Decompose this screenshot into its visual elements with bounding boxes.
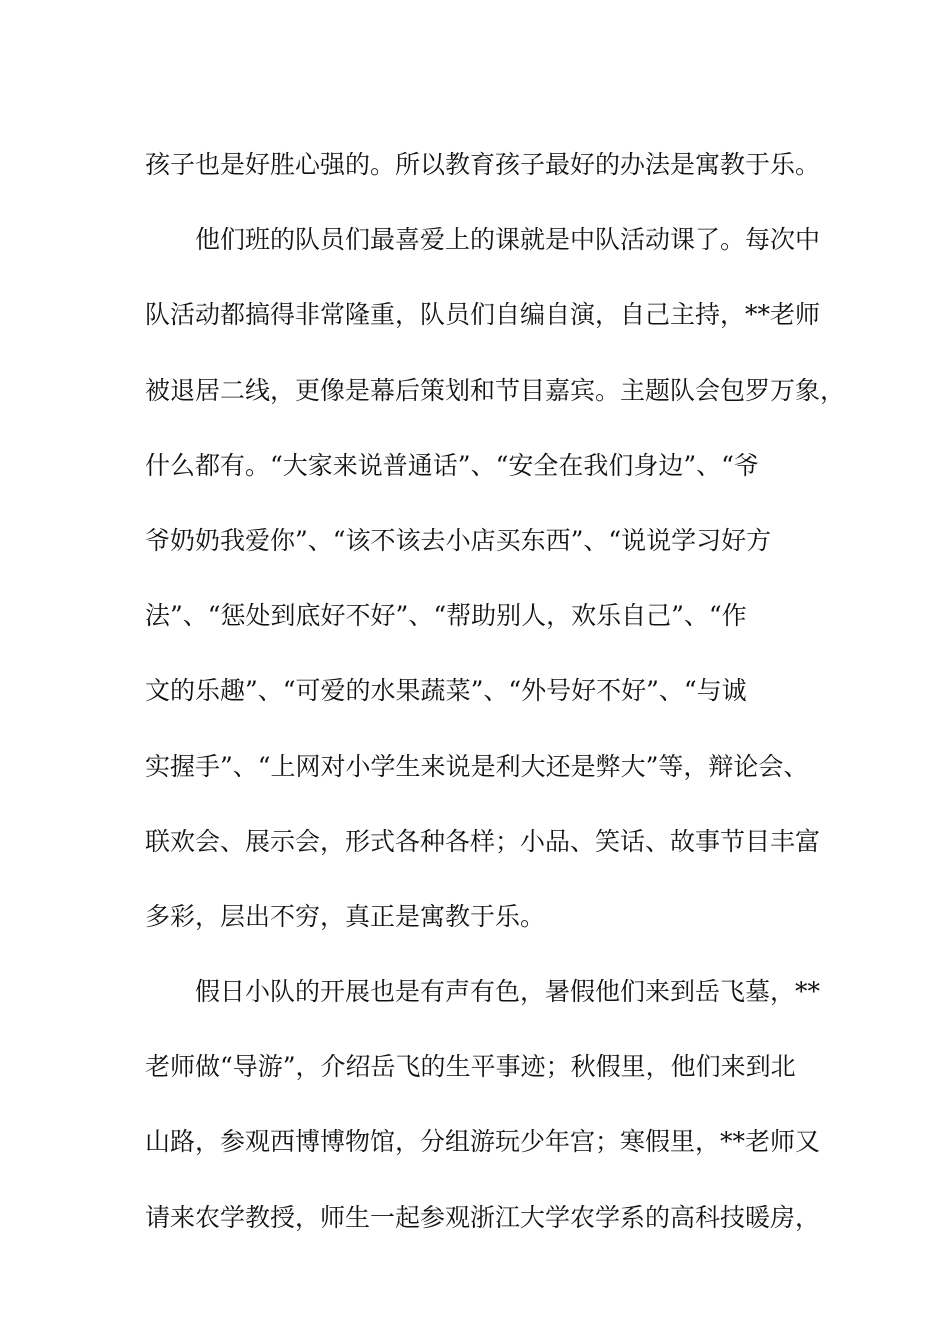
text-line: 文的乐趣”、“可爱的水果蔬菜”、“外号好不好”、“与诚 <box>145 676 747 706</box>
text-line: 他们班的队员们最喜爱上的课就是中队活动课了。每次中 <box>145 225 821 255</box>
text-line: 爷奶奶我爱你”、“该不该去小店买东西”、“说说学习好方 <box>145 525 772 555</box>
text-line: 请来农学教授，师生一起参观浙江大学农学系的高科技暖房， <box>145 1202 821 1232</box>
text-line: 多彩，层出不穷，真正是寓教于乐。 <box>145 901 546 931</box>
text-line: 山路，参观西博博物馆，分组游玩少年宫；寒假里，**老师又 <box>145 1127 821 1157</box>
text-line: 实握手”、“上网对小学生来说是利大还是弊大”等，辩论会、 <box>145 751 809 781</box>
text-line: 什么都有。“大家来说普通话”、“安全在我们身边”、“爷 <box>145 450 759 480</box>
text-line: 孩子也是好胜心强的。所以教育孩子最好的办法是寓教于乐。 <box>145 150 821 179</box>
text-line: 老师做“导游”，介绍岳飞的生平事迹；秋假里，他们来到北 <box>145 1052 796 1082</box>
text-line: 队活动都搞得非常隆重，队员们自编自演，自己主持，**老师 <box>145 300 821 330</box>
text-line: 联欢会、展示会，形式各种各样；小品、笑话、故事节目丰富 <box>145 826 821 856</box>
text-line: 被退居二线，更像是幕后策划和节目嘉宾。主题队会包罗万象， <box>145 375 846 405</box>
text-line: 法”、“惩处到底好不好”、“帮助别人，欢乐自己”、“作 <box>145 601 747 631</box>
text-line: 假日小队的开展也是有声有色，暑假他们来到岳飞墓，** <box>145 977 821 1007</box>
body-text <box>145 127 845 1255</box>
